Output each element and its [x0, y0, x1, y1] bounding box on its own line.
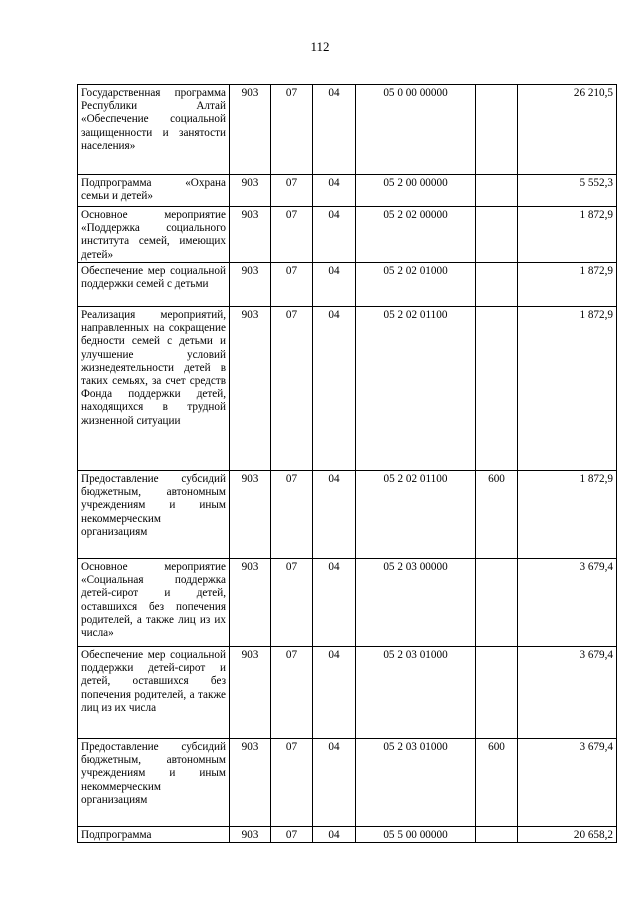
table-row — [78, 85, 617, 175]
item-name-cell: Обеспечение мер социальной поддержки детей-сирот и детей, оставшихся без попечения родителей, а также лиц из их числа — [78, 647, 230, 739]
amount-cell: 1 872,9 — [518, 471, 617, 559]
target-article-cell: 05 5 00 00000 — [356, 827, 476, 843]
amount-cell: 3 679,4 — [518, 739, 617, 827]
expense-type-cell: 600 — [476, 471, 518, 559]
section-code-cell: 07 — [271, 263, 313, 307]
section-code-cell: 07 — [271, 559, 313, 647]
table-row — [78, 175, 617, 207]
subsection-code-cell: 04 — [313, 559, 356, 647]
item-name-cell: Подпрограмма «Охрана семьи и детей» — [78, 175, 230, 207]
amount-cell: 1 872,9 — [518, 307, 617, 471]
subsection-code-cell: 04 — [313, 307, 356, 471]
ministry-code-cell: 903 — [230, 471, 271, 559]
expense-type-cell — [476, 175, 518, 207]
expense-type-cell: 600 — [476, 739, 518, 827]
item-name-cell: Предоставление субсидий бюджетным, автономным учреждениям и иным некоммерческим организациям — [78, 739, 230, 827]
expense-type-cell — [476, 307, 518, 471]
item-name-cell: Обеспечение мер социальной поддержки семей с детьми — [78, 263, 230, 307]
expense-type-cell — [476, 827, 518, 843]
ministry-code-cell: 903 — [230, 307, 271, 471]
item-name-cell: Предоставление субсидий бюджетным, автономным учреждениям и иным некоммерческим организациям — [78, 471, 230, 559]
expense-type-cell — [476, 85, 518, 175]
expense-type-cell — [476, 559, 518, 647]
target-article-cell: 05 2 02 01100 — [356, 471, 476, 559]
item-name-cell: Реализация мероприятий, направленных на сокращение бедности семей с детьми и улучшение условий жизнедеятельности детей в таких семьях, за счет средств Фонда поддержки детей, находящихся в трудной жизненной ситуации — [78, 307, 230, 471]
section-code-cell: 07 — [271, 207, 313, 263]
ministry-code-cell: 903 — [230, 263, 271, 307]
ministry-code-cell: 903 — [230, 559, 271, 647]
section-code-cell: 07 — [271, 307, 313, 471]
subsection-code-cell: 04 — [313, 739, 356, 827]
amount-cell: 1 872,9 — [518, 207, 617, 263]
target-article-cell: 05 2 02 01100 — [356, 307, 476, 471]
target-article-cell: 05 2 03 01000 — [356, 739, 476, 827]
target-article-cell: 05 2 02 01000 — [356, 263, 476, 307]
ministry-code-cell: 903 — [230, 175, 271, 207]
subsection-code-cell: 04 — [313, 85, 356, 175]
amount-cell: 5 552,3 — [518, 175, 617, 207]
ministry-code-cell: 903 — [230, 85, 271, 175]
amount-cell: 3 679,4 — [518, 559, 617, 647]
amount-cell: 26 210,5 — [518, 85, 617, 175]
section-code-cell: 07 — [271, 175, 313, 207]
subsection-code-cell: 04 — [313, 207, 356, 263]
amount-cell: 1 872,9 — [518, 263, 617, 307]
table-row — [78, 647, 617, 739]
section-code-cell: 07 — [271, 647, 313, 739]
table-row — [78, 471, 617, 559]
table-row — [78, 307, 617, 471]
ministry-code-cell: 903 — [230, 739, 271, 827]
target-article-cell: 05 0 00 00000 — [356, 85, 476, 175]
target-article-cell: 05 2 03 01000 — [356, 647, 476, 739]
section-code-cell: 07 — [271, 827, 313, 843]
ministry-code-cell: 903 — [230, 207, 271, 263]
subsection-code-cell: 04 — [313, 263, 356, 307]
amount-cell: 3 679,4 — [518, 647, 617, 739]
target-article-cell: 05 2 00 00000 — [356, 175, 476, 207]
item-name-cell: Государственная программа Республики Алтай «Обеспечение социальной защищенности и занятости населения» — [78, 85, 230, 175]
expense-type-cell — [476, 647, 518, 739]
expense-type-cell — [476, 207, 518, 263]
expense-type-cell — [476, 263, 518, 307]
table-row — [78, 207, 617, 263]
target-article-cell: 05 2 02 00000 — [356, 207, 476, 263]
table-row — [78, 739, 617, 827]
table-row — [78, 559, 617, 647]
subsection-code-cell: 04 — [313, 827, 356, 843]
section-code-cell: 07 — [271, 471, 313, 559]
target-article-cell: 05 2 03 00000 — [356, 559, 476, 647]
budget-table — [77, 84, 617, 843]
section-code-cell: 07 — [271, 85, 313, 175]
subsection-code-cell: 04 — [313, 175, 356, 207]
item-name-cell: Подпрограмма — [78, 827, 230, 843]
table-row — [78, 827, 617, 843]
subsection-code-cell: 04 — [313, 471, 356, 559]
budget-table-body — [78, 85, 617, 843]
section-code-cell: 07 — [271, 739, 313, 827]
item-name-cell: Основное мероприятие «Социальная поддержка детей-сирот и детей, оставшихся без попечения родителей, а также лиц из их числа» — [78, 559, 230, 647]
ministry-code-cell: 903 — [230, 647, 271, 739]
amount-cell: 20 658,2 — [518, 827, 617, 843]
ministry-code-cell: 903 — [230, 827, 271, 843]
page-number: 112 — [310, 39, 330, 54]
subsection-code-cell: 04 — [313, 647, 356, 739]
item-name-cell: Основное мероприятие «Поддержка социального института семей, имеющих детей» — [78, 207, 230, 263]
table-row — [78, 263, 617, 307]
